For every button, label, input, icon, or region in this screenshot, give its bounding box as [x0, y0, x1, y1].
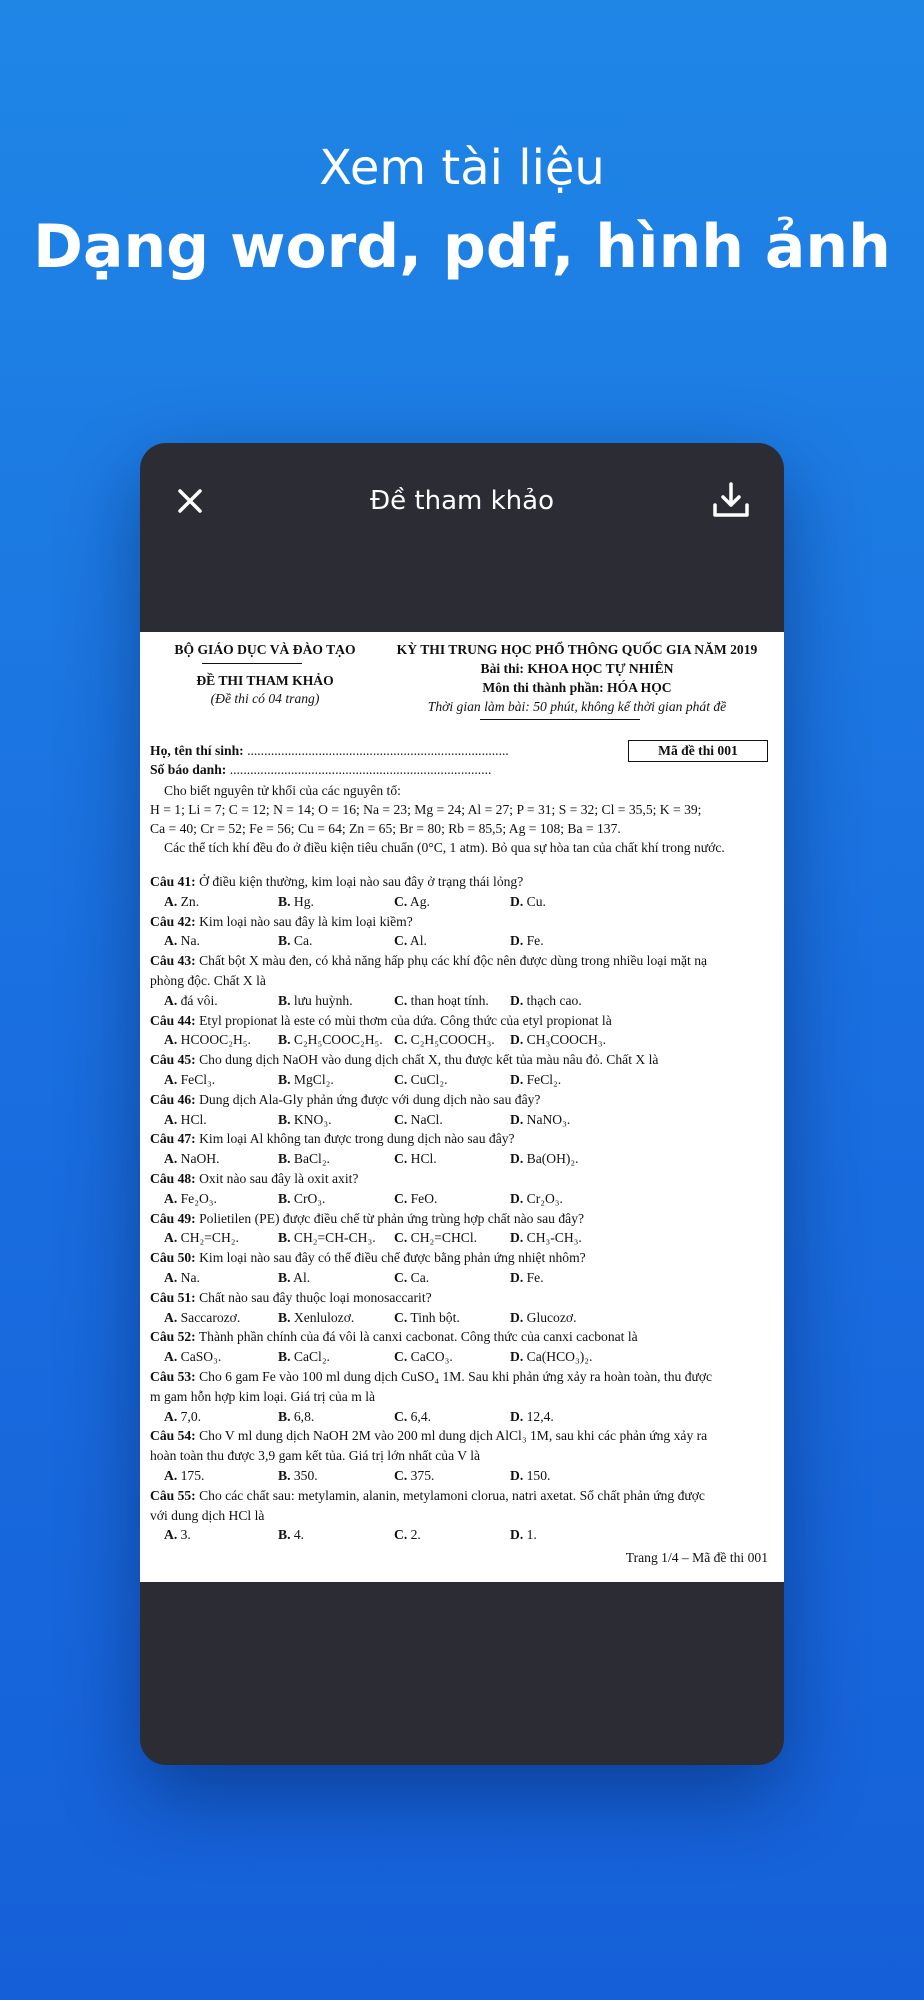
- answer-options: [150, 1407, 776, 1427]
- option-letter: B.: [278, 1111, 291, 1127]
- option-letter: D.: [510, 1269, 524, 1285]
- option-text: CH₂=CHCl.: [410, 1230, 478, 1246]
- question-number: Câu 55:: [150, 1487, 196, 1503]
- answer-option[interactable]: [394, 1070, 447, 1090]
- option-text: Cr₂O₃.: [526, 1190, 563, 1206]
- answer-option[interactable]: [510, 1308, 576, 1328]
- answer-option[interactable]: [510, 892, 546, 912]
- option-text: 6,8.: [293, 1408, 315, 1424]
- option-text: 1.: [526, 1527, 537, 1543]
- close-icon: [170, 481, 210, 521]
- question-text: [150, 1129, 776, 1149]
- question-text: [150, 872, 776, 892]
- answer-option[interactable]: [164, 1347, 221, 1367]
- option-letter: B.: [278, 1190, 291, 1206]
- question-text: [150, 1367, 776, 1387]
- answer-option[interactable]: [164, 1070, 215, 1090]
- exam-code-box: Mã đề thi 001: [628, 740, 768, 762]
- question-line: Polietilen (PE) được điều chế từ phản ứng trùng hợp chất nào sau đây?: [199, 1210, 585, 1226]
- option-text: đá vôi.: [180, 992, 218, 1008]
- answer-options: [150, 1070, 776, 1090]
- option-letter: C.: [394, 1349, 408, 1365]
- answer-option[interactable]: [394, 1149, 437, 1169]
- option-text: CaCO₃.: [410, 1349, 453, 1365]
- page-count: (Đề thi có 04 trang): [210, 691, 320, 706]
- hero-title: Dạng word, pdf, hình ảnh: [33, 212, 891, 282]
- option-letter: B.: [278, 1309, 291, 1325]
- option-text: CaSO₃.: [180, 1349, 222, 1365]
- option-text: Ca.: [410, 1269, 430, 1285]
- question-number: Câu 52:: [150, 1329, 196, 1345]
- divider: [202, 663, 302, 664]
- answer-options: [150, 931, 776, 951]
- answer-option[interactable]: [510, 1070, 561, 1090]
- option-letter: A.: [164, 1071, 178, 1087]
- answer-option[interactable]: [394, 931, 427, 951]
- question-line: Chất bột X màu đen, có khả năng hấp phụ các khí độc nên được dùng trong nhiều loại mặt nạ: [199, 953, 708, 969]
- answer-option[interactable]: [164, 931, 200, 951]
- option-text: HCl.: [180, 1111, 207, 1127]
- question-line: Dung dịch Ala-Gly phản ứng được với dung dịch nào sau đây?: [199, 1091, 541, 1107]
- option-letter: C.: [394, 1190, 408, 1206]
- answer-options: [150, 1149, 776, 1169]
- answer-option[interactable]: [510, 1466, 550, 1486]
- option-letter: B.: [278, 1032, 291, 1048]
- option-text: 12,4.: [526, 1408, 554, 1424]
- question-text: [150, 1506, 776, 1526]
- question-line: với dung dịch HCl là: [150, 1507, 265, 1523]
- option-letter: D.: [510, 1527, 524, 1543]
- question-text: [150, 951, 776, 971]
- option-letter: C.: [394, 933, 408, 949]
- answer-option[interactable]: [278, 1466, 318, 1486]
- hero-subtitle: Xem tài liệu: [319, 140, 605, 196]
- option-text: CH₂=CH-CH₃.: [293, 1230, 376, 1246]
- question-number: Câu 50:: [150, 1250, 196, 1266]
- answer-option[interactable]: [394, 1525, 421, 1545]
- answer-option[interactable]: [510, 1407, 554, 1427]
- option-text: Cu.: [526, 893, 546, 909]
- question-line: m gam hỗn hợp kim loại. Giá trị của m là: [150, 1388, 376, 1404]
- question-list: [150, 872, 776, 1545]
- answer-option[interactable]: [164, 892, 199, 912]
- question-number: Câu 43:: [150, 953, 196, 969]
- option-text: Ba(OH)₂.: [526, 1151, 579, 1167]
- option-text: CaCl₂.: [293, 1349, 330, 1365]
- option-letter: B.: [278, 1349, 291, 1365]
- option-text: than hoạt tính.: [410, 992, 489, 1008]
- answer-option[interactable]: [278, 1110, 331, 1130]
- question-line: Chất nào sau đây thuộc loại monosaccarit?: [199, 1289, 432, 1305]
- answer-option[interactable]: [164, 1149, 220, 1169]
- option-letter: C.: [394, 1071, 408, 1087]
- option-letter: B.: [278, 1151, 291, 1167]
- option-letter: A.: [164, 992, 178, 1008]
- question-text: [150, 1486, 776, 1506]
- option-letter: B.: [278, 1527, 291, 1543]
- answer-option[interactable]: [394, 1407, 431, 1427]
- answer-option[interactable]: [394, 1030, 495, 1050]
- answer-option[interactable]: [278, 1030, 383, 1050]
- question-text: [150, 1387, 776, 1407]
- question-text: [150, 1327, 776, 1347]
- question-line: Thành phần chính của đá vôi là canxi cacbonat. Công thức của canxi cacbonat là: [198, 1329, 638, 1345]
- option-letter: C.: [394, 1032, 408, 1048]
- option-letter: C.: [394, 1111, 408, 1127]
- option-letter: D.: [510, 1467, 524, 1483]
- answer-option[interactable]: [164, 1110, 207, 1130]
- question-line: Cho các chất sau: metylamin, alanin, metylamoni clorua, natri axetat. Số chất phản ứng được: [199, 1487, 705, 1503]
- option-text: CH₂=CH₂.: [180, 1230, 239, 1246]
- download-icon: [710, 479, 752, 521]
- exam-name: KỲ THI TRUNG HỌC PHỔ THÔNG QUỐC GIA NĂM 2019: [396, 642, 758, 657]
- answer-options: [150, 892, 776, 912]
- answer-option[interactable]: [510, 1268, 544, 1288]
- option-text: 375.: [410, 1467, 435, 1483]
- answer-option[interactable]: [510, 1149, 579, 1169]
- answer-option[interactable]: [510, 931, 544, 951]
- candidate-id-label: Số báo danh:: [150, 762, 227, 777]
- option-letter: A.: [164, 1349, 178, 1365]
- question-text: [150, 1050, 776, 1070]
- question-number: Câu 49:: [150, 1210, 196, 1226]
- question-text: [150, 1288, 776, 1308]
- option-text: FeCl₃.: [180, 1071, 216, 1087]
- viewer-topbar: [140, 443, 784, 553]
- intro-line: Cho biết nguyên tử khối của các nguyên tố:: [164, 783, 401, 798]
- option-letter: C.: [394, 992, 408, 1008]
- question-line: Cho V ml dung dịch NaOH 2M vào 200 ml dung dịch AlCl₃ 1M, sau khi các phản ứng xảy ra: [199, 1428, 708, 1444]
- option-text: CrO₃.: [293, 1190, 326, 1206]
- answer-option[interactable]: [510, 1228, 582, 1248]
- option-letter: B.: [278, 992, 291, 1008]
- answer-option[interactable]: [394, 1268, 429, 1288]
- option-text: Ca.: [293, 933, 313, 949]
- question-line: Kim loại nào sau đây có thể điều chế được bằng phản ứng nhiệt nhôm?: [199, 1250, 586, 1266]
- option-letter: C.: [394, 1230, 408, 1246]
- option-text: Saccarozơ.: [180, 1309, 241, 1325]
- answer-option[interactable]: [394, 1466, 434, 1486]
- option-letter: A.: [164, 1111, 178, 1127]
- option-text: CH₃COOCH₃.: [526, 1032, 606, 1048]
- answer-option[interactable]: [394, 1228, 477, 1248]
- candidate-id-row: [150, 760, 491, 780]
- answer-option[interactable]: [164, 991, 218, 1011]
- viewer-title: Đề tham khảo: [370, 486, 554, 516]
- option-text: Al.: [409, 933, 427, 949]
- answer-option[interactable]: [278, 931, 312, 951]
- option-text: 175.: [180, 1467, 205, 1483]
- option-letter: B.: [278, 1408, 291, 1424]
- answer-option[interactable]: [278, 892, 314, 912]
- option-text: Ca(HCO₃)₂.: [526, 1349, 593, 1365]
- option-text: C₂H₅COOCH₃.: [410, 1032, 495, 1048]
- document-page[interactable]: [140, 632, 784, 1582]
- answer-option[interactable]: [164, 1525, 191, 1545]
- candidate-name-label: Họ, tên thí sinh:: [150, 743, 244, 758]
- answer-option[interactable]: [278, 1525, 304, 1545]
- option-text: C₂H₅COOC₂H₅.: [293, 1032, 383, 1048]
- question-number: Câu 48:: [150, 1170, 196, 1186]
- question-number: Câu 44:: [150, 1012, 196, 1028]
- option-text: NaCl.: [410, 1111, 443, 1127]
- answer-options: [150, 991, 776, 1011]
- option-text: Xenlulozơ.: [293, 1309, 355, 1325]
- option-text: HCl.: [410, 1151, 437, 1167]
- answer-options: [150, 1268, 776, 1288]
- question-number: Câu 54:: [150, 1428, 196, 1444]
- intro-line: H = 1; Li = 7; C = 12; N = 14; O = 16; Na = 23; Mg = 24; Al = 27; P = 31; S = 32; Cl = 35,5; K = 39;: [150, 802, 702, 817]
- option-text: 4.: [293, 1527, 305, 1543]
- option-letter: A.: [164, 1467, 178, 1483]
- option-text: Fe₂O₃.: [180, 1190, 217, 1206]
- option-text: 3.: [180, 1527, 191, 1543]
- answer-option[interactable]: [510, 1030, 606, 1050]
- option-letter: D.: [510, 1032, 524, 1048]
- option-letter: C.: [394, 1467, 408, 1483]
- answer-option[interactable]: [278, 1407, 314, 1427]
- option-letter: B.: [278, 933, 291, 949]
- option-letter: D.: [510, 1151, 524, 1167]
- answer-option[interactable]: [164, 1228, 239, 1248]
- question-text: [150, 1169, 776, 1189]
- option-letter: A.: [164, 933, 178, 949]
- answer-option[interactable]: [278, 1070, 334, 1090]
- option-letter: C.: [394, 1269, 408, 1285]
- question-line: Etyl propionat là este có mùi thơm của dứa. Công thức của etyl propionat là: [199, 1012, 612, 1028]
- exam-component: Môn thi thành phần: HÓA HỌC: [482, 680, 672, 695]
- option-text: 150.: [526, 1467, 551, 1483]
- question-line: Oxit nào sau đây là oxit axit?: [199, 1170, 359, 1186]
- answer-option[interactable]: [278, 991, 353, 1011]
- option-letter: A.: [164, 893, 178, 909]
- answer-options: [150, 1347, 776, 1367]
- option-text: CH₃-CH₃.: [526, 1230, 582, 1246]
- option-letter: B.: [278, 1269, 291, 1285]
- option-letter: D.: [510, 1230, 524, 1246]
- question-line: phòng độc. Chất X là: [150, 972, 266, 988]
- dots: .............................................................................: [247, 743, 509, 758]
- answer-option[interactable]: [278, 1308, 354, 1328]
- option-text: KNO₃.: [293, 1111, 332, 1127]
- option-text: Al.: [293, 1269, 311, 1285]
- answer-options: [150, 1308, 776, 1328]
- ministry-name: BỘ GIÁO DỤC VÀ ĐÀO TẠO: [174, 642, 356, 657]
- question-text: [150, 1426, 776, 1446]
- answer-option[interactable]: [394, 1110, 443, 1130]
- option-letter: D.: [510, 1190, 524, 1206]
- intro-line: Ca = 40; Cr = 52; Fe = 56; Cu = 64; Zn = 65; Br = 80; Rb = 85,5; Ag = 108; Ba = 137.: [150, 821, 621, 836]
- option-letter: C.: [394, 893, 408, 909]
- option-letter: D.: [510, 1071, 524, 1087]
- option-letter: B.: [278, 1230, 291, 1246]
- candidate-name-row: [150, 741, 509, 761]
- option-letter: C.: [394, 1527, 408, 1543]
- option-text: Hg.: [293, 893, 314, 909]
- option-letter: D.: [510, 893, 524, 909]
- question-text: [150, 912, 776, 932]
- option-text: NaNO₃.: [526, 1111, 571, 1127]
- answer-option[interactable]: [164, 1308, 240, 1328]
- answer-option[interactable]: [394, 991, 489, 1011]
- option-letter: A.: [164, 1269, 178, 1285]
- option-text: Ag.: [409, 893, 430, 909]
- dots: .............................................................................: [229, 762, 492, 777]
- question-line: hoàn toàn thu được 3,9 gam kết tủa. Giá trị lớn nhất của V là: [150, 1448, 481, 1464]
- option-letter: D.: [510, 1349, 524, 1365]
- option-letter: D.: [510, 1111, 524, 1127]
- answer-option[interactable]: [394, 892, 430, 912]
- exam-type: ĐỀ THI THAM KHẢO: [196, 673, 334, 688]
- option-letter: D.: [510, 933, 524, 949]
- option-text: FeCl₂.: [526, 1071, 562, 1087]
- option-text: Fe.: [526, 933, 544, 949]
- page-footer: Trang 1/4 – Mã đề thi 001: [625, 1550, 768, 1565]
- option-letter: A.: [164, 1230, 178, 1246]
- question-text: [150, 971, 776, 991]
- question-number: Câu 45:: [150, 1052, 196, 1068]
- option-letter: B.: [278, 893, 291, 909]
- answer-option[interactable]: [394, 1189, 437, 1209]
- question-number: Câu 42:: [150, 913, 196, 929]
- answer-options: [150, 1030, 776, 1050]
- exam-subject: Bài thi: KHOA HỌC TỰ NHIÊN: [480, 661, 674, 676]
- answer-option[interactable]: [164, 1466, 204, 1486]
- option-text: MgCl₂.: [293, 1071, 334, 1087]
- question-text: [150, 1090, 776, 1110]
- answer-option[interactable]: [510, 1525, 537, 1545]
- answer-option[interactable]: [164, 1407, 201, 1427]
- answer-options: [150, 1189, 776, 1209]
- answer-option[interactable]: [278, 1189, 325, 1209]
- option-text: NaOH.: [180, 1151, 220, 1167]
- exam-duration: Thời gian làm bài: 50 phút, không kể thời gian phát đề: [427, 699, 727, 714]
- question-line: Kim loại nào sau đây là kim loại kiềm?: [199, 913, 413, 929]
- intro-line: Các thể tích khí đều đo ở điều kiện tiêu chuẩn (0°C, 1 atm). Bỏ qua sự hòa tan của chất khí trong nước.: [164, 840, 725, 855]
- answer-option[interactable]: [510, 1189, 563, 1209]
- document-viewer: [140, 443, 784, 1765]
- answer-option[interactable]: [278, 1268, 310, 1288]
- question-number: Câu 46:: [150, 1091, 196, 1107]
- option-text: 350.: [293, 1467, 318, 1483]
- option-text: 7,0.: [180, 1408, 202, 1424]
- question-line: Ở điều kiện thường, kim loại nào sau đây ở trạng thái lỏng?: [199, 874, 524, 889]
- option-text: lưu huỳnh.: [293, 992, 353, 1008]
- option-letter: C.: [394, 1151, 408, 1167]
- option-letter: C.: [394, 1309, 408, 1325]
- question-number: Câu 41:: [150, 874, 196, 889]
- option-letter: D.: [510, 992, 524, 1008]
- question-text: [150, 1011, 776, 1031]
- option-letter: D.: [510, 1309, 524, 1325]
- download-button[interactable]: [710, 479, 752, 521]
- answer-option[interactable]: [278, 1228, 376, 1248]
- answer-options: [150, 1110, 776, 1130]
- option-letter: A.: [164, 1527, 178, 1543]
- answer-options: [150, 1525, 776, 1545]
- question-text: [150, 1248, 776, 1268]
- answer-option[interactable]: [164, 1268, 200, 1288]
- question-number: Câu 51:: [150, 1289, 196, 1305]
- doc-header: [140, 632, 784, 732]
- answer-options: [150, 1466, 776, 1486]
- option-text: FeO.: [410, 1190, 438, 1206]
- option-letter: A.: [164, 1309, 178, 1325]
- close-button[interactable]: [170, 481, 210, 521]
- option-text: BaCl₂.: [293, 1151, 330, 1167]
- option-text: HCOOC₂H₅.: [180, 1032, 251, 1048]
- divider: [480, 719, 640, 720]
- option-text: Zn.: [180, 893, 200, 909]
- answer-option[interactable]: [510, 1347, 592, 1367]
- answer-option[interactable]: [394, 1347, 453, 1367]
- answer-option[interactable]: [394, 1308, 460, 1328]
- answer-option[interactable]: [164, 1030, 251, 1050]
- answer-option[interactable]: [278, 1347, 330, 1367]
- option-letter: A.: [164, 1408, 178, 1424]
- option-text: CuCl₂.: [410, 1071, 448, 1087]
- answer-options: [150, 1228, 776, 1248]
- question-line: Cho dung dịch NaOH vào dung dịch chất X, thu được kết tủa màu nâu đỏ. Chất X là: [199, 1052, 659, 1068]
- question-line: Cho 6 gam Fe vào 100 ml dung dịch CuSO₄ 1M. Sau khi phản ứng xảy ra hoàn toàn, thu được: [199, 1368, 713, 1384]
- option-letter: A.: [164, 1151, 178, 1167]
- option-text: Tinh bột.: [410, 1309, 460, 1325]
- option-letter: B.: [278, 1071, 291, 1087]
- option-letter: A.: [164, 1190, 178, 1206]
- option-text: Na.: [180, 933, 200, 949]
- option-letter: A.: [164, 1032, 178, 1048]
- question-line: Kim loại Al không tan được trong dung dịch nào sau đây?: [199, 1131, 515, 1147]
- option-text: Fe.: [526, 1269, 544, 1285]
- answer-option[interactable]: [164, 1189, 217, 1209]
- option-text: Glucozơ.: [526, 1309, 577, 1325]
- option-text: thạch cao.: [526, 992, 582, 1008]
- question-text: [150, 1209, 776, 1229]
- option-letter: B.: [278, 1467, 291, 1483]
- answer-option[interactable]: [510, 991, 582, 1011]
- question-number: Câu 53:: [150, 1368, 196, 1384]
- option-letter: C.: [394, 1408, 408, 1424]
- question-number: Câu 47:: [150, 1131, 196, 1147]
- option-text: Na.: [180, 1269, 200, 1285]
- option-text: 6,4.: [410, 1408, 432, 1424]
- question-text: [150, 1446, 776, 1466]
- answer-option[interactable]: [278, 1149, 330, 1169]
- answer-option[interactable]: [510, 1110, 570, 1130]
- option-letter: D.: [510, 1408, 524, 1424]
- option-text: 2.: [410, 1527, 421, 1543]
